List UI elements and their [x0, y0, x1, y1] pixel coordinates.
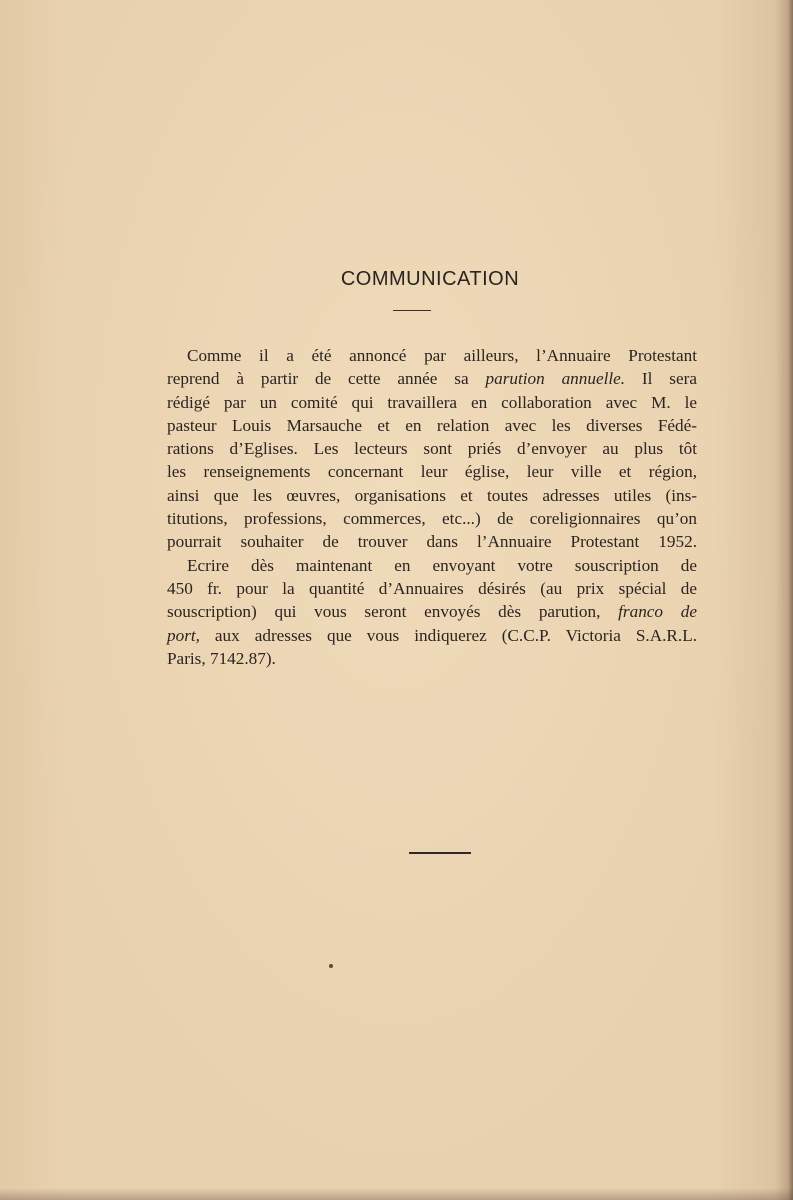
- text-line: Ecrire dès maintenant en envoyant votre souscription de: [187, 555, 697, 575]
- text-line: les renseignements concernant leur église, leur ville et région,: [167, 462, 697, 482]
- text-line: pasteur Louis Marsauche et en relation avec les diverses Fédé-: [167, 415, 697, 435]
- title-divider: [393, 310, 431, 311]
- text-line: [167, 367, 697, 390]
- ink-speck: [329, 964, 333, 968]
- text-line: [167, 600, 697, 623]
- text-span: reprend à partir de cette année sa: [167, 369, 486, 389]
- text-line: [167, 624, 697, 647]
- communication-body: [167, 344, 697, 670]
- italic-phrase: franco de: [618, 602, 697, 622]
- italic-phrase: port,: [167, 625, 200, 645]
- text-line: rédigé par un comité qui travaillera en collaboration avec M. le: [167, 392, 697, 412]
- text-line: Comme il a été annoncé par ailleurs, l’Annuaire Protestant: [187, 346, 697, 365]
- text-line: ainsi que les œuvres, organisations et toutes adresses utiles (ins-: [167, 485, 697, 505]
- end-divider: [409, 852, 471, 854]
- text-span: souscription) qui vous seront envoyés dès parution,: [167, 602, 619, 622]
- text-span: Il sera: [625, 369, 697, 389]
- page-edge-shadow: [775, 0, 793, 1200]
- italic-phrase: parution annuelle.: [485, 369, 626, 389]
- text-line: rations d’Eglises. Les lecteurs sont priés d’envoyer au plus tôt: [167, 439, 697, 459]
- text-line: pourrait souhaiter de trouver dans l’Annuaire Protestant 1952.: [167, 532, 697, 552]
- page-title: COMMUNICATION: [340, 268, 520, 290]
- page-bottom-shadow: [0, 1188, 793, 1200]
- text-line: 450 fr. pour la quantité d’Annuaires désirés (au prix spécial de: [167, 578, 697, 598]
- text-line: titutions, professions, commerces, etc...) de coreligionnaires qu’on: [167, 509, 697, 529]
- text-line: Paris, 7142.87).: [167, 648, 276, 668]
- text-span: aux adresses que vous indiquerez (C.C.P. Victoria S.A.R.L.: [199, 625, 697, 645]
